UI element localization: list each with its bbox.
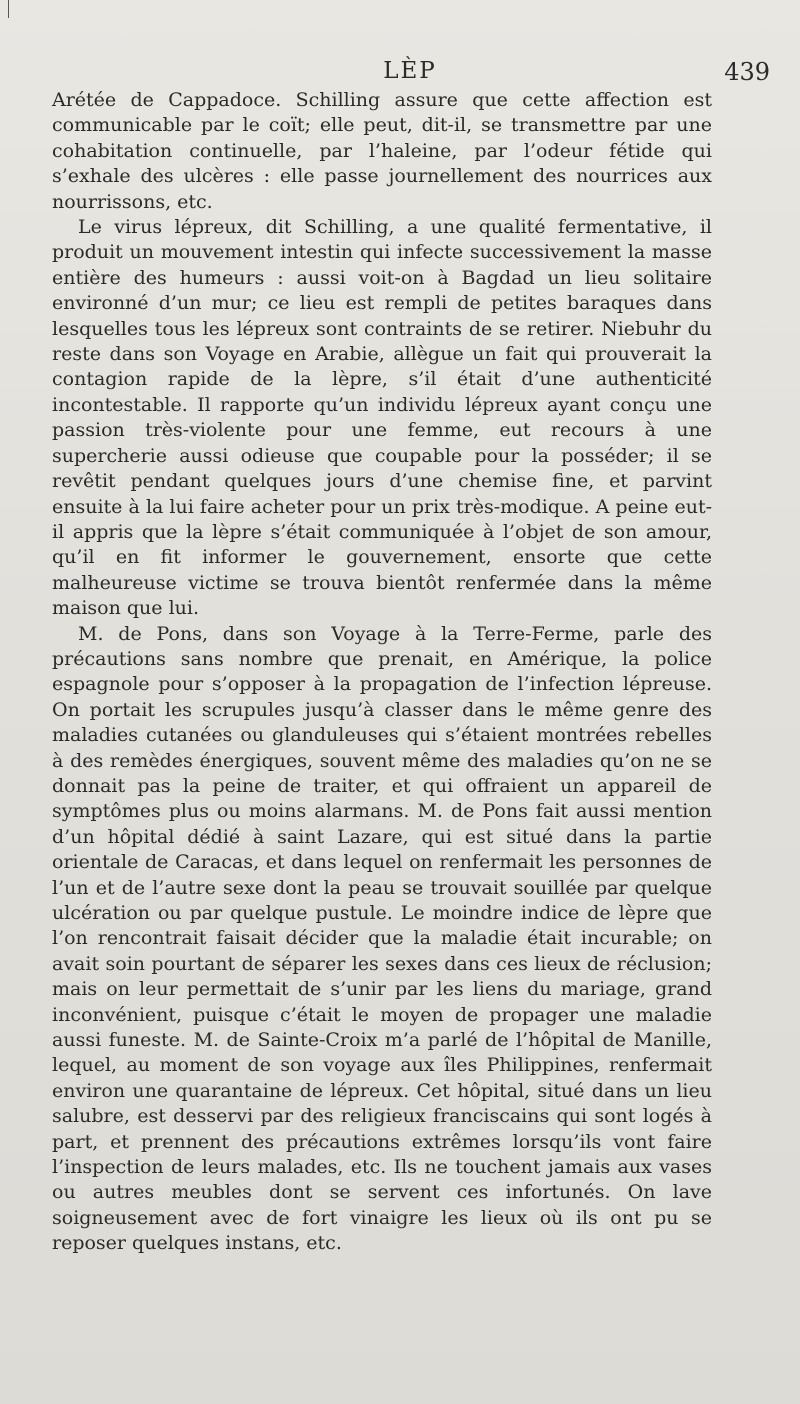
running-head: LÈP xyxy=(383,58,437,84)
page-number: 439 xyxy=(724,58,770,86)
paragraph: M. de Pons, dans son Voyage à la Terre-Ferme, parle des précautions sans nombre que prenait, en Amérique, la police espagnole pour s’opposer à la propagation de l’infection lépreuse. On portait les scrupules jusqu’à classer dans le même genre des maladies cutanées ou glanduleuses qui s’étaient montrées rebelles à des remèdes énergiques, souvent même des maladies qu’on ne se donnait pas la peine de traiter, et qui offraient un appareil de symptômes plus ou moins alarmans. M. de Pons fait aussi mention d’un hôpital dédié à saint Lazare, qui est situé dans la partie orientale de Caracas, et dans lequel on renfermait les personnes de l’un et de l’autre sexe dont la peau se trouvait souillée par quelque ulcération ou par quelque pustule. Le moindre indice de lèpre que l’on rencontrait faisait décider que la maladie était incurable; on avait soin pourtant de séparer les sexes dans ces lieux de réclusion; mais on leur permettait de s’unir par les liens du mariage, grand inconvénient, puisque c’était le moyen de propager une maladie aussi funeste. M. de Sainte-Croix m’a parlé de l’hôpital de Manille, lequel, au moment de son voyage aux îles Philippines, renfermait environ une quarantaine de lépreux. Cet hôpital, situé dans un lieu salubre, est desservi par des religieux franciscains qui sont logés à part, et prennent des précautions extrêmes lorsqu’ils vont faire l’inspection de leurs malades, etc. Ils ne touchent jamais aux vases ou autres meubles dont se servent ces infortunés. On lave soigneusement avec de fort vinaigre les lieux où ils ont pu se reposer quelques instans, etc. xyxy=(52,622,712,1255)
body-text xyxy=(52,88,712,1257)
paragraph: Le virus lépreux, dit Schilling, a une qualité fermentative, il produit un mouvement intestin qui infecte successivement la masse entière des humeurs : aussi voit-on à Bagdad un lieu solitaire environné d’un mur; ce lieu est rempli de petites baraques dans lesquelles tous les lépreux sont contraints de se retirer. Niebuhr du reste dans son Voyage en Arabie, allègue un fait qui prouverait la contagion rapide de la lèpre, s’il était d’une authenticité incontestable. Il rapporte qu’un individu lépreux ayant conçu une passion très-violente pour une femme, eut recours à une supercherie aussi odieuse que coupable pour la posséder; il se revêtit pendant quelques jours d’une chemise fine, et parvint ensuite à la lui faire acheter pour un prix très-modique. A peine eut-il appris que la lèpre s’était communiquée à l’objet de son amour, qu’il en fit informer le gouvernement, ensorte que cette malheureuse victime se trouva bientôt renfermée dans la même maison que lui. xyxy=(52,216,712,620)
page-header xyxy=(50,58,770,92)
margin-mark xyxy=(8,0,9,18)
paragraph: Arétée de Cappadoce. Schilling assure que cette affection est communicable par le coït; elle peut, dit-il, se transmettre par une cohabitation continuelle, par l’haleine, par l’odeur fétide qui s’exhale des ulcères : elle passe journellement des nourrices aux nourrissons, etc. xyxy=(52,89,712,213)
